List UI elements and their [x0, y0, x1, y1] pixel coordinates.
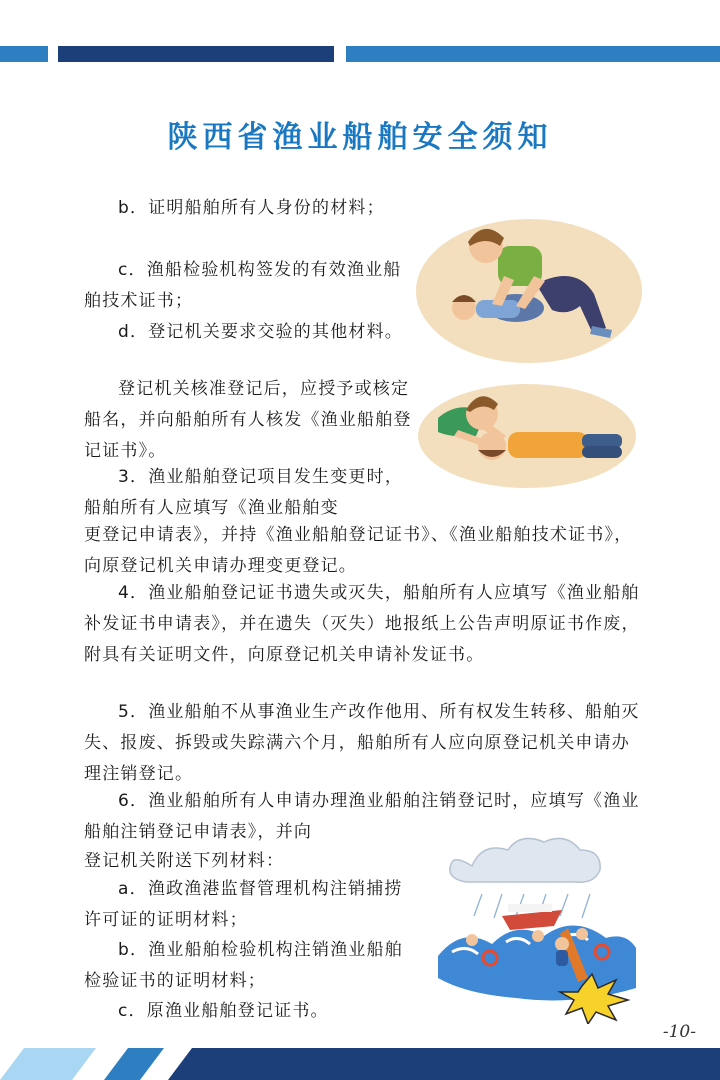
paragraph: 5．渔业船舶不从事渔业生产改作他用、所有权发生转移、船舶灭失、报废、拆毁或失踪满六个月，船舶所有人应向原登记机关申请办理注销登记。 — [84, 702, 640, 784]
paragraph: d．登记机关要求交验的其他材料。 — [118, 322, 403, 342]
paragraph-continuation: 更登记申请表》，并持《渔业船舶登记证书》、《渔业船舶技术证书》，向原登记机关申请办理变更登记。 — [84, 525, 633, 576]
top-bar-right — [346, 46, 720, 62]
paragraph: a．渔政渔港监督管理机构注销捕捞许可证的证明材料； — [84, 879, 403, 930]
cpr-compression-illustration — [416, 196, 642, 366]
paragraph: 6．渔业船舶所有人申请办理渔业船舶注销登记时，应填写《渔业船舶注销登记申请表》，并向 — [84, 791, 640, 842]
paragraph: 4．渔业船舶登记证书遗失或灭失，船舶所有人应填写《渔业船舶补发证书申请表》，并在遗失（灭失）地报纸上公告声明原证书作废，附具有关证明文件，向原登记机关申请补发证书。 — [84, 583, 640, 665]
page-title: 陕西省渔业船舶安全须知 — [167, 120, 553, 155]
paragraph: c．渔船检验机构签发的有效渔业船舶技术证书； — [84, 260, 402, 311]
paragraph: b．渔业船舶检验机构注销渔业船舶检验证书的证明材料； — [84, 940, 403, 991]
paragraph: c．原渔业船舶登记证书。 — [118, 1001, 329, 1021]
bottom-decorative-stripes — [0, 1048, 720, 1080]
top-bar-middle — [58, 46, 334, 62]
paragraph: b．证明船舶所有人身份的材料； — [118, 198, 385, 218]
paragraph-continuation: 登记机关附送下列材料： — [84, 851, 285, 871]
shipwreck-illustration — [432, 836, 642, 1024]
top-bar-left — [0, 46, 48, 62]
paragraph: 登记机关核准登记后，应授予或核定船名，并向船舶所有人核发《渔业船舶登记证书》。 — [84, 379, 412, 461]
cpr-breathing-illustration — [418, 378, 636, 490]
paragraph: 3．渔业船舶登记项目发生变更时，船舶所有人应填写《渔业船舶变 — [84, 467, 404, 518]
page-number: -10- — [662, 1022, 696, 1042]
